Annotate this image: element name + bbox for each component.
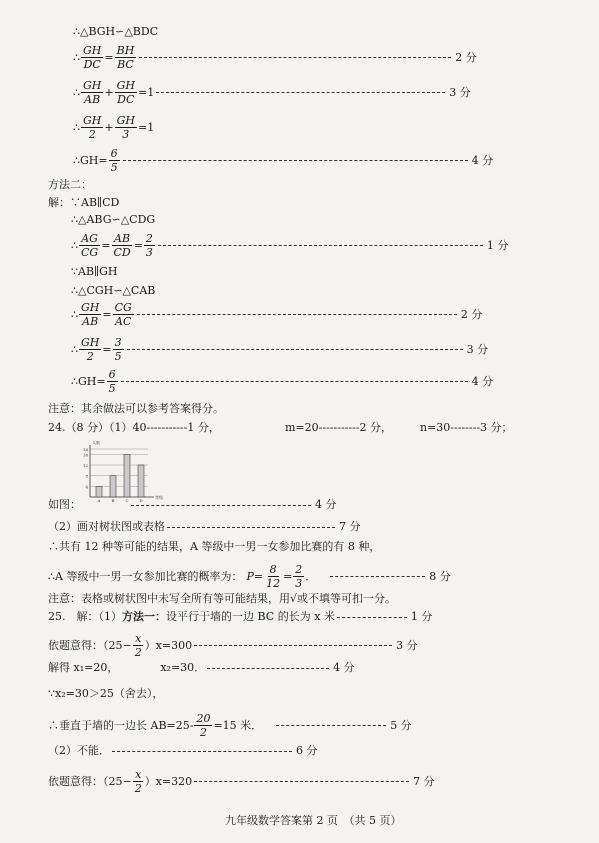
therefore-sign: ∴	[73, 50, 80, 64]
score-leader	[194, 781, 409, 782]
q25-solutions: 解得 x₁=20， x₂=30． 4 分	[48, 661, 355, 674]
score-leader	[127, 349, 463, 350]
fraction: $\frac{AB}{CD}$	[113, 232, 131, 259]
fraction: $\frac{GH}{2}$	[81, 336, 100, 363]
score-leader	[158, 245, 483, 246]
score-label: 2 分	[460, 307, 483, 321]
fraction: $\frac{2}{3}$	[145, 232, 153, 259]
score-label: 8 分	[429, 569, 451, 583]
bar-A	[96, 486, 102, 497]
score-label: 4 分	[471, 374, 494, 388]
bar-D	[138, 465, 144, 497]
fraction: $\frac{20}{2}$	[196, 712, 211, 739]
score-label: 1 分	[486, 238, 509, 252]
note-other-methods: 注意：其余做法可以参考答案得分。	[48, 402, 224, 415]
q24-probability: ∴A 等级中一男一女参加比赛的概率为： P = $\frac{8}{12}$ = $\frac{2}{3}$ ． 8 分	[48, 563, 451, 590]
q24-part1-c: n=30--------3 分；	[420, 421, 513, 434]
q24-outcomes: ∴共有 12 种等可能的结果，A 等级中一男一女参加比赛的有 8 种，	[48, 540, 381, 553]
score-leader	[207, 668, 329, 669]
score-leader	[123, 160, 468, 161]
score-label: 3 分	[466, 342, 489, 356]
fraction: $\frac{CG}{AC}$	[114, 301, 132, 328]
fraction: $\frac{8}{12}$	[266, 563, 281, 590]
y-tick-label: 16	[82, 452, 88, 458]
score-leader	[121, 381, 468, 382]
score-leader	[139, 57, 451, 58]
x-axis-label: 等级	[155, 495, 163, 500]
score-label: 7 分	[339, 520, 361, 533]
method-two-heading: 方法二：	[48, 178, 92, 191]
line-sum-ratios: ∴ $\frac{GH}{AB}$ + $\frac{GH}{DC}$ =1 3 分	[73, 79, 471, 106]
figure-line: 如图： 4 分	[48, 498, 337, 511]
q24-part2: （2）画对树状图或表格 7 分	[48, 520, 361, 533]
score-label: 4 分	[333, 661, 355, 674]
fraction: $\frac{6}{5}$	[108, 368, 116, 395]
score-label: 4 分	[471, 153, 494, 167]
x-tick-label: A	[97, 498, 101, 503]
y-tick-label: 18	[82, 447, 88, 452]
q25-equation-2: 依题意得：（25− $\frac{x}{2}$ ）x=320 7 分	[48, 768, 435, 795]
x-tick-label: D	[139, 498, 143, 503]
q24-part1-a: 24.（8 分）（1）40-----------1 分，	[48, 421, 220, 434]
fraction: $\frac{6}{5}$	[110, 147, 118, 174]
score-leader	[137, 314, 457, 315]
score-leader	[131, 505, 311, 506]
fraction: $\frac{GH}{3}$	[116, 114, 135, 141]
score-label: 2 分	[455, 50, 477, 64]
score-leader	[330, 576, 425, 577]
x-tick-label: C	[125, 498, 129, 503]
line-sum-numeric: ∴ $\frac{GH}{2}$ + $\frac{GH}{3}$ =1	[73, 114, 155, 141]
line-similar-abg-cdg: ∴△ABG∽△CDG	[71, 213, 156, 226]
page-footer: 九年级数学答案第 2 页 （共 5 页）	[225, 814, 402, 827]
fraction: $\frac{GH}{DC}$	[116, 79, 135, 106]
y-tick-label: 8	[85, 473, 88, 479]
fraction: $\frac{GH}{AB}$	[83, 79, 102, 106]
fraction: $\frac{BH}{BC}$	[116, 44, 135, 71]
fraction: $\frac{3}{5}$	[114, 336, 122, 363]
line-similar-bgh-bdc: ∴△BGH∽△BDC	[73, 25, 159, 38]
line-ratio-ag-cg: ∴ $\frac{AG}{CG}$ = $\frac{AB}{CD}$ = $\frac{2}{3}$ 1 分	[71, 232, 509, 259]
q25-equation: 依题意得：（25− $\frac{x}{2}$ ）x=300 3 分	[48, 632, 418, 659]
bar-chart	[80, 441, 165, 503]
score-leader	[167, 527, 335, 528]
line-gh-result: ∴GH= $\frac{6}{5}$ 4 分	[73, 147, 494, 174]
fraction: $\frac{x}{2}$	[134, 768, 142, 795]
q25-part1: 25. 解：（1） 方法一： 设平行于墙的一边 BC 的长为 x 米 1 分	[48, 610, 433, 623]
fraction: $\frac{GH}{AB}$	[81, 301, 100, 328]
line-gh-over-2: ∴ $\frac{GH}{2}$ = $\frac{3}{5}$ 3 分	[71, 336, 489, 363]
score-leader	[156, 92, 445, 93]
q24-part1-b: m=20-----------2 分，	[285, 421, 393, 434]
fraction: $\frac{AG}{CG}$	[81, 232, 99, 259]
y-axis-label: 人数	[92, 441, 100, 445]
line-gh-result-2: ∴GH= $\frac{6}{5}$ 4 分	[71, 368, 494, 395]
score-label: 4 分	[315, 498, 337, 511]
q24-note: 注意：表格或树状图中未写全所有等可能结果，用√或不填等可扣一分。	[48, 592, 397, 605]
score-label: 5 分	[390, 718, 412, 732]
line-similar-cgh-cab: ∴△CGH∽△CAB	[71, 284, 156, 297]
fraction: $\frac{x}{2}$	[134, 632, 142, 659]
y-tick-label: 12	[82, 463, 88, 468]
score-leader	[276, 725, 386, 726]
q25-part2: （2）不能． 6 分	[48, 744, 318, 757]
fraction: $\frac{GH}{2}$	[83, 114, 102, 141]
score-label: 6 分	[296, 744, 318, 757]
score-label: 3 分	[449, 85, 471, 99]
score-label: 7 分	[413, 774, 435, 788]
fraction: $\frac{2}{3}$	[295, 563, 303, 590]
score-label: 3 分	[396, 638, 418, 652]
line-ratio-gh-ab: ∴ $\frac{GH}{AB}$ = $\frac{CG}{AC}$ 2 分	[71, 301, 483, 328]
score-label: 1 分	[410, 610, 433, 623]
bar-B	[110, 476, 116, 497]
line-ratio-gh-dc: ∴ $\frac{GH}{DC}$ = $\frac{BH}{BC}$ 2 分	[73, 44, 477, 71]
q25-discard: ∵x₂=30＞25（舍去），	[48, 687, 164, 700]
bar-C	[124, 454, 130, 497]
q25-ab-length: ∴垂直于墙的一边长 AB=25- $\frac{20}{2}$ =15 米． 5 分	[48, 712, 412, 739]
fraction: $\frac{GH}{DC}$	[83, 44, 102, 71]
score-leader	[337, 617, 407, 618]
y-tick-label: 4	[85, 484, 88, 490]
x-tick-label: B	[111, 498, 115, 503]
line-ab-parallel-gh: ∵AB∥GH	[71, 265, 118, 278]
score-leader	[112, 751, 292, 752]
score-leader	[194, 645, 392, 646]
solution-start: 解：∵AB∥CD	[48, 196, 120, 209]
